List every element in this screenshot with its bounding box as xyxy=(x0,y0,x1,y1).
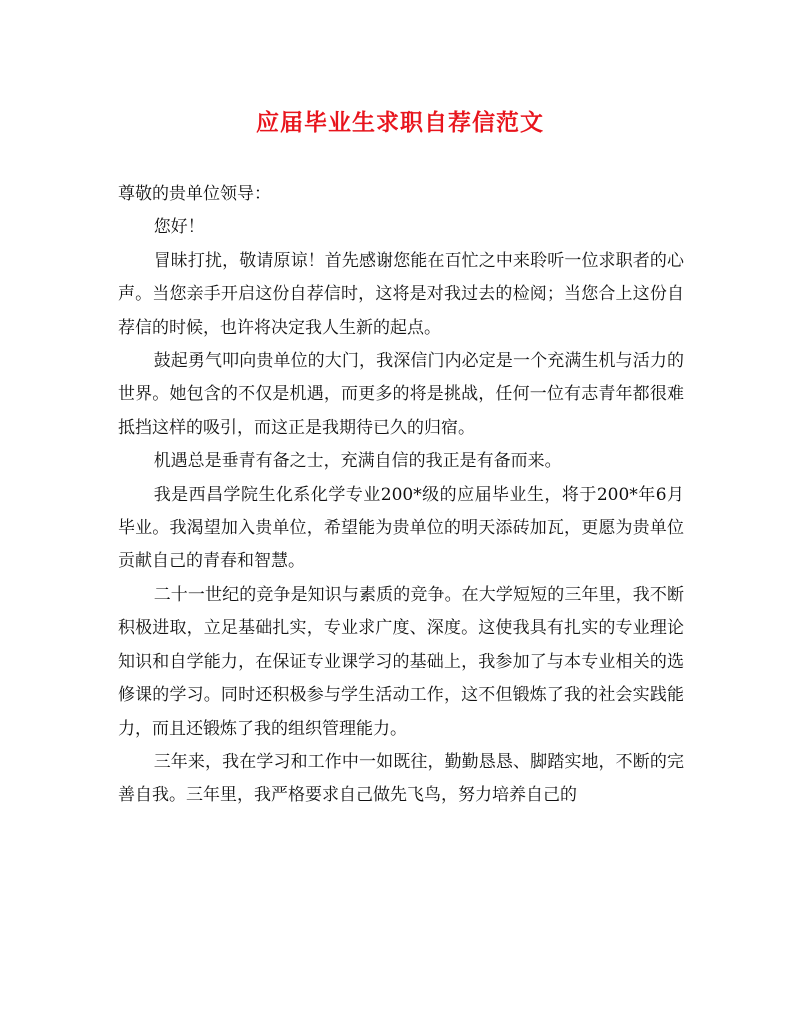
paragraph-competition: 二十一世纪的竞争是知识与素质的竞争。在大学短短的三年里，我不断积极进取，立足基础扎实，专业求广度、深度。这使我具有扎实的专业理论知识和自学能力，在保证专业课学习的基础上，我参加了与本专业相关的选修课的学习。同时还积极参与学生活动工作，这不但锻炼了我的社会实践能力，而且还锻炼了我的组织管理能力。 xyxy=(118,584,684,739)
paragraph-three-years: 三年来，我在学习和工作中一如既往，勤勤恳恳、脚踏实地，不断的完善自我。三年里，我严格要求自己做先飞鸟，努力培养自己的 xyxy=(118,751,684,806)
paragraph-introduction: 我是西昌学院生化系化学专业200*级的应届毕业生，将于200*年6月毕业。我渴望加入贵单位，希望能为贵单位的明天添砖加瓦，更愿为贵单位贡献自己的青春和智慧。 xyxy=(118,484,684,572)
document-title: 应届毕业生求职自荐信范文 xyxy=(256,109,544,136)
paragraph-opportunity: 机遇总是垂青有备之士，充满自信的我正是有备而来。 xyxy=(153,451,562,472)
salutation: 尊敬的贵单位领导： xyxy=(118,184,271,204)
paragraph-courage: 鼓起勇气叩向贵单位的大门，我深信门内必定是一个充满生机与活力的世界。她包含的不仅是机遇，而更多的将是挑战，任何一位有志青年都很难抵挡这样的吸引，而这正是我期待已久的归宿。 xyxy=(118,351,684,438)
letter-body xyxy=(118,178,684,813)
paragraph-greeting: 您好！ xyxy=(153,217,205,238)
paragraph-apology: 冒昧打扰，敬请原谅！首先感谢您能在百忙之中来聆听一位求职者的心声。当您亲手开启这份自荐信时，这将是对我过去的检阅；当您合上这份自荐信的时候，也许将决定我人生新的起点。 xyxy=(118,250,684,338)
